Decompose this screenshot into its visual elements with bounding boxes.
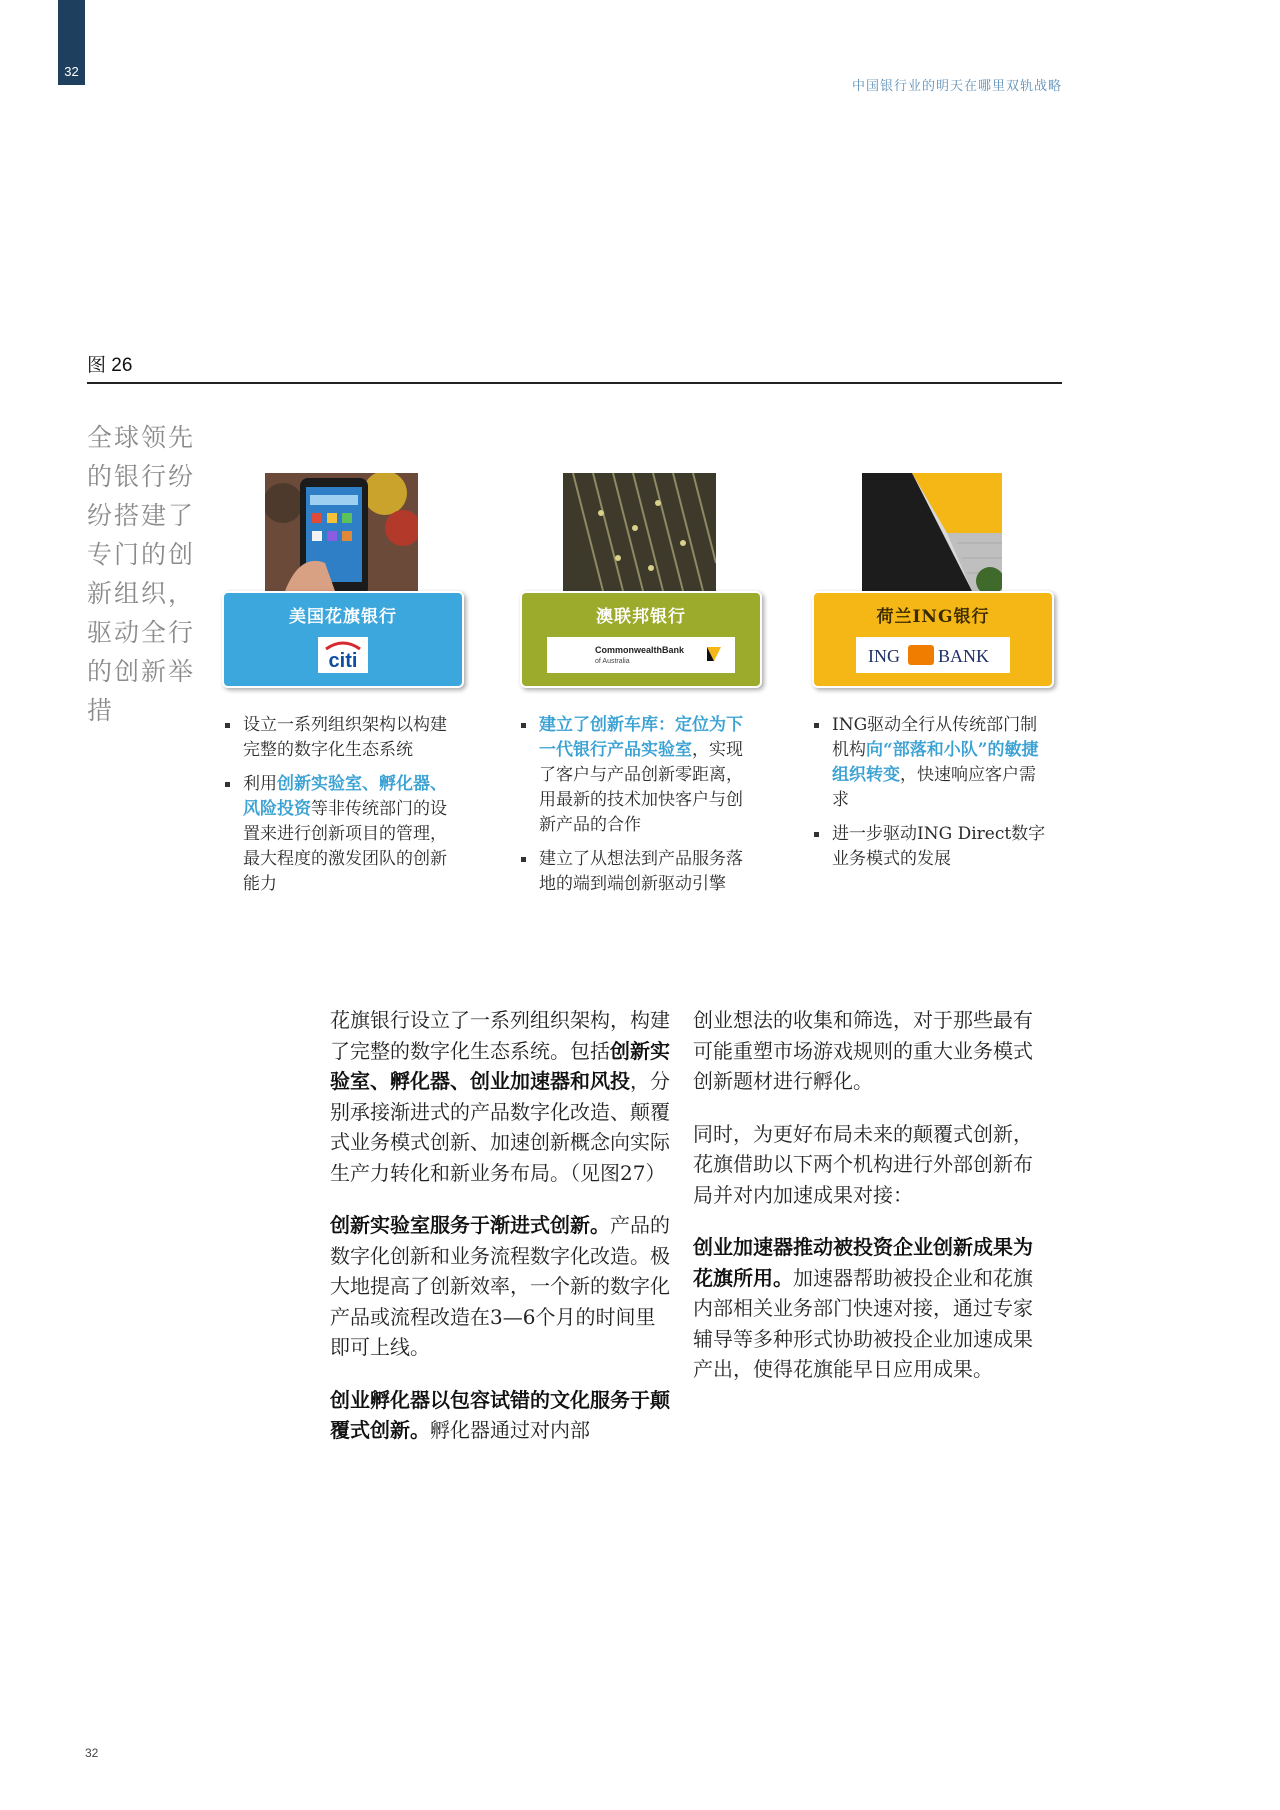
commonwealth-logo-sub: of Australia (595, 658, 630, 665)
figure-side-title: 全球领先的银行纷纷搭建了专门的创新组织，驱动全行的创新举措 (87, 423, 196, 725)
bank-name-ing: 荷兰ING银行 (876, 607, 990, 627)
page-tab (58, 0, 85, 85)
bank-card-ing (812, 473, 1067, 688)
figure-rule (87, 382, 1062, 384)
bank-name-commonwealth: 澳联邦银行 (596, 607, 686, 627)
ing-bullets (813, 713, 1048, 881)
ing-bullet-1: ING驱动全行从传统部门制机构向“部落和小队”的敏捷组织转变，快速响应客户需求 (813, 713, 1048, 813)
page-tab-number: 32 (64, 64, 79, 79)
ing-logo (856, 637, 1010, 673)
svg-text:citi: citi (328, 650, 358, 671)
architecture-photo (862, 473, 1002, 591)
citi-bullet-1: 设立一系列组织架构以构建完整的数字化生态系统 (224, 713, 459, 763)
commonwealth-bullet-1: 建立了创新车库：定位为下一代银行产品实验室，实现了客户与产品创新零距离，用最新的技术加快客户与创新产品的合作 (520, 713, 755, 838)
citi-logo (318, 637, 368, 673)
bank-card-citi (222, 473, 477, 688)
citi-bullets (224, 713, 459, 906)
bank-card-commonwealth (520, 473, 775, 688)
citi-bullet-2: 利用创新实验室、孵化器、风险投资等非传统部门的设置来进行创新项目的管理，最大程度的激发团队的创新能力 (224, 772, 459, 897)
bank-box-ing (812, 591, 1054, 688)
svg-text:ING: ING (868, 646, 900, 666)
body-paragraph: 创业想法的收集和筛选，对于那些最有可能重塑市场游戏规则的重大业务模式创新题材进行孵化。 (693, 1008, 1033, 1093)
body-column-right (693, 1005, 1033, 1407)
commonwealth-bullet-2: 建立了从想法到产品服务落地的端到端创新驱动引擎 (520, 847, 755, 897)
svg-text:BANK: BANK (938, 646, 990, 666)
smartphone-photo (265, 473, 418, 591)
page-number: 32 (85, 1746, 99, 1760)
body-paragraph: 创新实验室服务于渐进式创新。产品的数字化创新和业务流程数字化改造。极大地提高了创新效率，一个新的数字化产品或流程改造在3—6个月的时间里即可上线。 (330, 1213, 670, 1359)
bank-name-citi: 美国花旗银行 (289, 607, 397, 627)
body-paragraph: 花旗银行设立了一系列组织架构，构建了完整的数字化生态系统。包括创新实验室、孵化器、创业加速器和风投，分别承接渐进式的产品数字化改造、颠覆式业务模式创新、加速创新概念向实际生产力转化和新业务布局。（见图27） (330, 1008, 670, 1185)
body-paragraph: 创业孵化器以包容试错的文化服务于颠覆式创新。孵化器通过对内部 (330, 1387, 670, 1442)
body-paragraph: 创业加速器推动被投资企业创新成果为花旗所用。加速器帮助被投企业和花旗内部相关业务部门快速对接，通过专家辅导等多种形式协助被投企业加速成果产出，使得花旗能早日应用成果。 (693, 1235, 1033, 1381)
body-paragraph: 同时，为更好布局未来的颠覆式创新，花旗借助以下两个机构进行外部创新布局并对内加速成果对接： (693, 1121, 1033, 1207)
bank-box-commonwealth (520, 591, 762, 688)
commonwealth-logo-text: CommonwealthBank (595, 645, 685, 655)
building-photo (563, 473, 716, 591)
commonwealth-bullets (520, 713, 755, 906)
figure-label: 图 26 (87, 355, 133, 376)
running-header: 中国银行业的明天在哪里双轨战略 (851, 79, 1062, 94)
commonwealth-logo (547, 637, 735, 673)
ing-bullet-2: 进一步驱动ING Direct数字业务模式的发展 (813, 822, 1048, 872)
body-column-left (330, 1005, 670, 1468)
bank-box-citi (222, 591, 464, 688)
